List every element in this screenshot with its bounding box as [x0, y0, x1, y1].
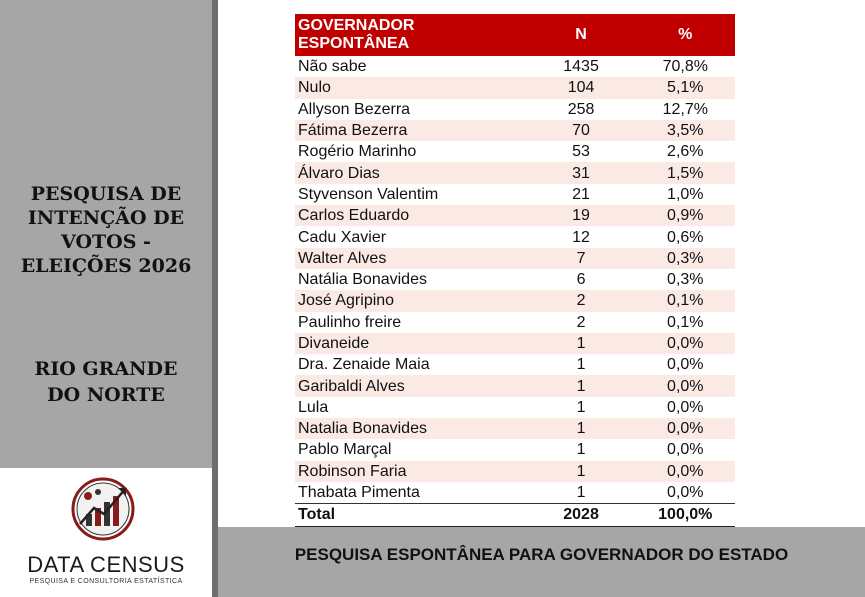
table-row [295, 205, 735, 226]
candidate-name: Lula [295, 397, 527, 418]
table-row [295, 269, 735, 290]
candidate-name: Thabata Pimenta [295, 482, 527, 504]
vote-percent: 70,8% [636, 56, 735, 77]
region-label-line: DO NORTE [47, 384, 165, 406]
table-row [295, 461, 735, 482]
vote-count: 6 [527, 269, 636, 290]
table-caption: PESQUISA ESPONTÂNEA PARA GOVERNADOR DO ESTADO [294, 545, 789, 564]
vote-count: 258 [527, 99, 636, 120]
header-candidate: GOVERNADOR ESPONTÂNEA [295, 14, 527, 56]
table-row [295, 418, 735, 439]
table-row [295, 77, 735, 98]
candidate-name: Robinson Faria [295, 461, 527, 482]
vote-count: 1 [527, 397, 636, 418]
vote-percent: 3,5% [636, 120, 735, 141]
vote-count: 31 [527, 162, 636, 183]
vote-count: 7 [527, 248, 636, 269]
vote-percent: 0,6% [636, 226, 735, 247]
logo-name: DATA CENSUS [27, 552, 185, 577]
vote-percent: 12,7% [636, 99, 735, 120]
vote-count: 53 [527, 141, 636, 162]
table-row [295, 56, 735, 77]
table-row [295, 141, 735, 162]
vote-percent: 5,1% [636, 77, 735, 98]
candidate-name: José Agripino [295, 290, 527, 311]
table-row [295, 162, 735, 183]
vote-count: 1435 [527, 56, 636, 77]
table-row [295, 290, 735, 311]
candidate-name: Não sabe [295, 56, 527, 77]
vote-percent: 0,0% [636, 439, 735, 460]
vote-percent: 1,5% [636, 162, 735, 183]
vote-percent: 1,0% [636, 184, 735, 205]
sidebar-divider [212, 0, 218, 597]
vote-count: 2 [527, 312, 636, 333]
caption-band [218, 527, 865, 597]
candidate-name: Styvenson Valentim [295, 184, 527, 205]
vote-percent: 0,9% [636, 205, 735, 226]
candidate-name: Dra. Zenaide Maia [295, 354, 527, 375]
vote-percent: 0,0% [636, 354, 735, 375]
header-count: N [527, 14, 636, 56]
survey-title [0, 182, 212, 278]
survey-title-line: INTENÇÃO DE [27, 207, 185, 229]
table-row [295, 375, 735, 396]
table-row [295, 397, 735, 418]
table-row [295, 120, 735, 141]
vote-percent: 0,0% [636, 397, 735, 418]
table-row [295, 99, 735, 120]
candidate-name: Rogério Marinho [295, 141, 527, 162]
candidate-name: Pablo Marçal [295, 439, 527, 460]
candidate-name: Paulinho freire [295, 312, 527, 333]
candidate-name: Walter Alves [295, 248, 527, 269]
candidate-name: Álvaro Dias [295, 162, 527, 183]
candidate-name: Allyson Bezerra [295, 99, 527, 120]
table-header-row [295, 14, 735, 56]
region-label [0, 356, 212, 408]
table-row [295, 354, 735, 375]
vote-count: 12 [527, 226, 636, 247]
vote-count: 1 [527, 482, 636, 504]
sidebar-panel [0, 0, 212, 597]
vote-count: 19 [527, 205, 636, 226]
candidate-name: Carlos Eduardo [295, 205, 527, 226]
vote-percent: 0,3% [636, 248, 735, 269]
header-percent: % [636, 14, 735, 56]
vote-count: 1 [527, 375, 636, 396]
vote-percent: 2,6% [636, 141, 735, 162]
logo-tagline: PESQUISA E CONSULTORIA ESTATÍSTICA [29, 578, 183, 585]
table-row [295, 312, 735, 333]
results-table [295, 14, 735, 528]
vote-count: 1 [527, 354, 636, 375]
vote-count: 1 [527, 461, 636, 482]
data-census-logo-icon [68, 474, 138, 544]
survey-title-line: ELEIÇÕES 2026 [20, 255, 192, 277]
vote-count: 1 [527, 333, 636, 354]
table-row [295, 482, 735, 504]
vote-percent: 0,0% [636, 375, 735, 396]
vote-percent: 0,0% [636, 482, 735, 504]
table-total-row [295, 504, 735, 527]
table-row [295, 184, 735, 205]
table-row [295, 226, 735, 247]
vote-count: 21 [527, 184, 636, 205]
candidate-name: Cadu Xavier [295, 226, 527, 247]
survey-title-line: VOTOS - [61, 231, 151, 253]
vote-percent: 0,0% [636, 461, 735, 482]
vote-count: 2 [527, 290, 636, 311]
survey-title-line: PESQUISA DE [30, 183, 182, 205]
total-label: Total [295, 504, 527, 527]
candidate-name: Natália Bonavides [295, 269, 527, 290]
candidate-name: Divaneide [295, 333, 527, 354]
vote-count: 70 [527, 120, 636, 141]
table-row [295, 248, 735, 269]
vote-count: 1 [527, 418, 636, 439]
candidate-name: Fátima Bezerra [295, 120, 527, 141]
vote-count: 1 [527, 439, 636, 460]
vote-percent: 0,1% [636, 312, 735, 333]
vote-percent: 0,3% [636, 269, 735, 290]
table-row [295, 439, 735, 460]
vote-percent: 0,0% [636, 418, 735, 439]
candidate-name: Natalia Bonavides [295, 418, 527, 439]
region-label-line: RIO GRANDE [34, 358, 178, 380]
total-count: 2028 [527, 504, 636, 527]
vote-percent: 0,0% [636, 333, 735, 354]
logo-block [0, 468, 212, 597]
table-row [295, 333, 735, 354]
total-percent: 100,0% [636, 504, 735, 527]
vote-count: 104 [527, 77, 636, 98]
candidate-name: Nulo [295, 77, 527, 98]
candidate-name: Garibaldi Alves [295, 375, 527, 396]
vote-percent: 0,1% [636, 290, 735, 311]
